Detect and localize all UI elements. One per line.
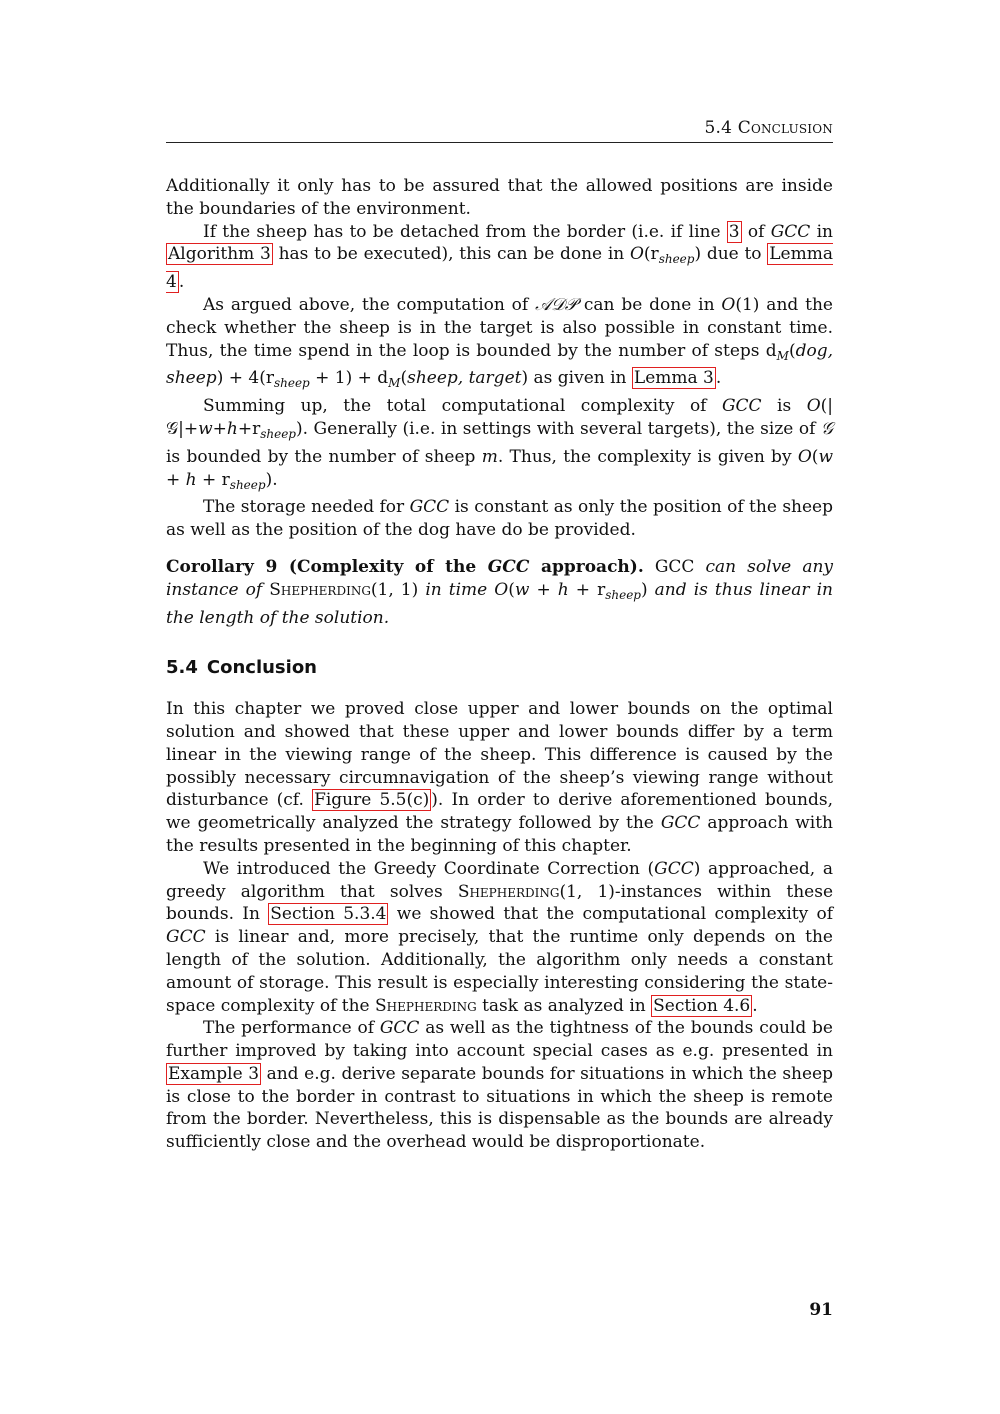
subscript: sheep bbox=[658, 252, 695, 267]
text-run: . bbox=[178, 272, 185, 293]
paragraphs-after bbox=[166, 698, 833, 1154]
italic-term: h bbox=[226, 418, 238, 439]
text-run: If the sheep has to be detached from the border (i.e. if line bbox=[203, 221, 727, 242]
paragraph bbox=[166, 1017, 833, 1154]
text-run: (1, 1) bbox=[370, 579, 426, 600]
text-run: as well as the tightness of the bounds could be further improved by taking into account special cases as e.g. presented in bbox=[166, 1018, 833, 1062]
italic-term: O bbox=[806, 396, 821, 417]
text-run: As argued above, the computation of bbox=[203, 294, 536, 315]
text-run: ( bbox=[811, 446, 819, 467]
italic-term: O bbox=[629, 244, 644, 265]
cross-reference-link[interactable]: 3 bbox=[728, 221, 740, 242]
italic-term: w bbox=[198, 418, 213, 439]
text-run: We introduced the Greedy Coordinate Correction ( bbox=[203, 858, 655, 879]
header-rule bbox=[166, 142, 833, 143]
text-run: (r bbox=[643, 244, 659, 265]
subscript: sheep bbox=[273, 376, 310, 391]
text-run: + 1) + d bbox=[309, 368, 389, 389]
italic-term: O bbox=[721, 294, 736, 315]
text-run: ). In order to derive aforementioned bounds, we geometrically analyzed the strategy followed by the bbox=[166, 790, 833, 834]
section-title: Conclusion bbox=[206, 657, 317, 679]
italic-term: h bbox=[557, 579, 569, 600]
paragraphs-before bbox=[166, 175, 833, 542]
text-run: . bbox=[715, 368, 722, 389]
italic-term: GCC bbox=[409, 497, 450, 518]
text-run: ) approached, a greedy algorithm that solves bbox=[166, 858, 833, 902]
italic-term: and is thus linear in the length of the solution. bbox=[166, 579, 833, 628]
text-run: is linear and, more precisely, that the runtime only depends on the length of the solution. Additionally, the algorithm only needs a constant amount of storage. This result is especially interesting considering the state-space complexity of the bbox=[166, 927, 833, 1016]
text-run: ( bbox=[788, 340, 796, 361]
corollary-label: Corollary 9 (Complexity of the bbox=[166, 556, 488, 577]
italic-term: w bbox=[514, 579, 530, 600]
text-run: Additionally it only has to be assured that the allowed positions are inside the boundaries of the environment. bbox=[166, 176, 833, 219]
cross-reference-link[interactable]: Section 4.6 bbox=[653, 995, 751, 1016]
running-head-number: 5.4 bbox=[704, 118, 733, 138]
text-run: ) due to bbox=[694, 244, 768, 265]
cross-reference-link[interactable]: Figure 5.5(c) bbox=[314, 790, 430, 811]
text-run: can be done in bbox=[577, 294, 722, 315]
text-run: + bbox=[212, 418, 227, 439]
text-run: ). Generally (i.e. in settings with several targets), the size of bbox=[296, 418, 821, 439]
subscript: M bbox=[388, 376, 401, 391]
text-run: GCC bbox=[643, 556, 706, 577]
text-run: we showed that the computational complexity of bbox=[388, 904, 834, 925]
italic-term: h bbox=[185, 469, 197, 490]
italic-term: in time bbox=[425, 579, 495, 600]
small-caps-term: Shepherding bbox=[269, 579, 371, 600]
running-head bbox=[166, 118, 833, 138]
text-run: + r bbox=[196, 469, 230, 490]
running-head-title: Conclusion bbox=[737, 118, 833, 138]
section-heading bbox=[166, 657, 833, 680]
text-run: + r bbox=[568, 579, 606, 600]
italic-term: O bbox=[797, 446, 812, 467]
text-run: ( bbox=[508, 579, 515, 600]
text-run: in bbox=[810, 221, 833, 242]
italic-term: can solve any instance of bbox=[166, 556, 834, 600]
cross-reference-link[interactable]: Lemma 3 bbox=[633, 368, 714, 389]
paragraph bbox=[166, 858, 833, 1018]
text-run: task as analyzed in bbox=[476, 995, 652, 1016]
small-caps-term: Shepherding bbox=[375, 995, 477, 1016]
page-number: 91 bbox=[809, 1300, 833, 1320]
italic-term: 𝒜𝒟𝒫 bbox=[535, 294, 577, 315]
text-run: (|𝒢|+ bbox=[166, 396, 833, 439]
italic-term: GCC bbox=[660, 813, 701, 834]
text-run: ). bbox=[265, 469, 278, 490]
text-run: is bounded by the number of sheep bbox=[166, 446, 482, 467]
subscript: M bbox=[776, 348, 789, 363]
body-text bbox=[166, 175, 833, 1154]
italic-term: GCC bbox=[770, 221, 811, 242]
italic-term: GCC bbox=[166, 927, 206, 948]
paragraph bbox=[166, 294, 833, 395]
text-run: Summing up, the total computational complexity of bbox=[203, 396, 722, 417]
paragraph bbox=[166, 496, 833, 542]
corollary-9 bbox=[166, 556, 833, 629]
text-run: In this chapter we proved close upper and lower bounds on the optimal solution and showed that these upper and lower bounds differ by a term linear in the viewing range of the sheep. This difference is caused by the possibly necessary circumnavigation of the sheep’s viewing range without disturbance (cf. bbox=[166, 699, 833, 811]
text-run: +r bbox=[237, 418, 261, 439]
italic-term: m bbox=[481, 446, 498, 467]
text-run: (1) and the check whether the sheep is in the target is also possible in constant time. Thus, the time spend in the loop is bounded by the number of steps d bbox=[166, 294, 833, 361]
corollary-label: GCC bbox=[487, 556, 530, 577]
subscript: sheep bbox=[260, 426, 296, 441]
italic-term: GCC bbox=[721, 396, 762, 417]
text-run: The storage needed for bbox=[203, 497, 410, 518]
small-caps-term: Shepherding bbox=[457, 881, 560, 902]
cross-reference-link[interactable]: Lemma 4 bbox=[166, 244, 833, 293]
text-run: is bbox=[761, 396, 807, 417]
italic-term: GCC bbox=[654, 858, 694, 879]
italic-term: O bbox=[494, 579, 509, 600]
paragraph bbox=[166, 698, 833, 858]
paragraph bbox=[166, 221, 833, 294]
paragraph bbox=[166, 175, 833, 221]
italic-term: sheep, target bbox=[407, 368, 522, 389]
corollary-label: approach). bbox=[529, 556, 644, 577]
text-run: ) + 4(r bbox=[216, 368, 274, 389]
text-run: ) bbox=[640, 579, 655, 600]
text-run: + bbox=[166, 469, 186, 490]
cross-reference-link[interactable]: Example 3 bbox=[168, 1063, 260, 1084]
text-run: . Thus, the complexity is given by bbox=[497, 446, 798, 467]
italic-term: GCC bbox=[379, 1018, 420, 1039]
text-run: ) as given in bbox=[521, 368, 632, 389]
italic-term: w bbox=[818, 446, 833, 467]
text-run: and e.g. derive separate bounds for situations in which the sheep is close to the border in contrast to situations in which the sheep is remote from the border. Nevertheless, this is dispensable as the bounds are already sufficiently close and the overhead would be disproportionate. bbox=[166, 1063, 834, 1153]
text-run: . bbox=[752, 995, 758, 1016]
text-run: + bbox=[529, 579, 558, 600]
cross-reference-link[interactable]: Section 5.3.4 bbox=[270, 904, 387, 925]
text-run: has to be executed), this can be done in bbox=[272, 244, 630, 265]
paragraph bbox=[166, 395, 833, 496]
text-run: approach with the results presented in the beginning of this chapter. bbox=[166, 813, 833, 856]
text-run: (1, 1)-instances within these bounds. In bbox=[166, 881, 833, 925]
cross-reference-link[interactable]: Algorithm 3 bbox=[168, 244, 271, 265]
italic-term: dog, sheep bbox=[166, 340, 833, 389]
text-run: is constant as only the position of the sheep as well as the position of the dog have do be provided. bbox=[166, 497, 833, 541]
subscript: sheep bbox=[605, 587, 641, 602]
text-run: ( bbox=[400, 368, 408, 389]
text-run: of bbox=[741, 221, 771, 242]
text-run: The performance of bbox=[203, 1018, 380, 1039]
italic-term: 𝒢 bbox=[820, 418, 833, 439]
subscript: sheep bbox=[229, 477, 266, 492]
section-number: 5.4 bbox=[166, 657, 198, 679]
